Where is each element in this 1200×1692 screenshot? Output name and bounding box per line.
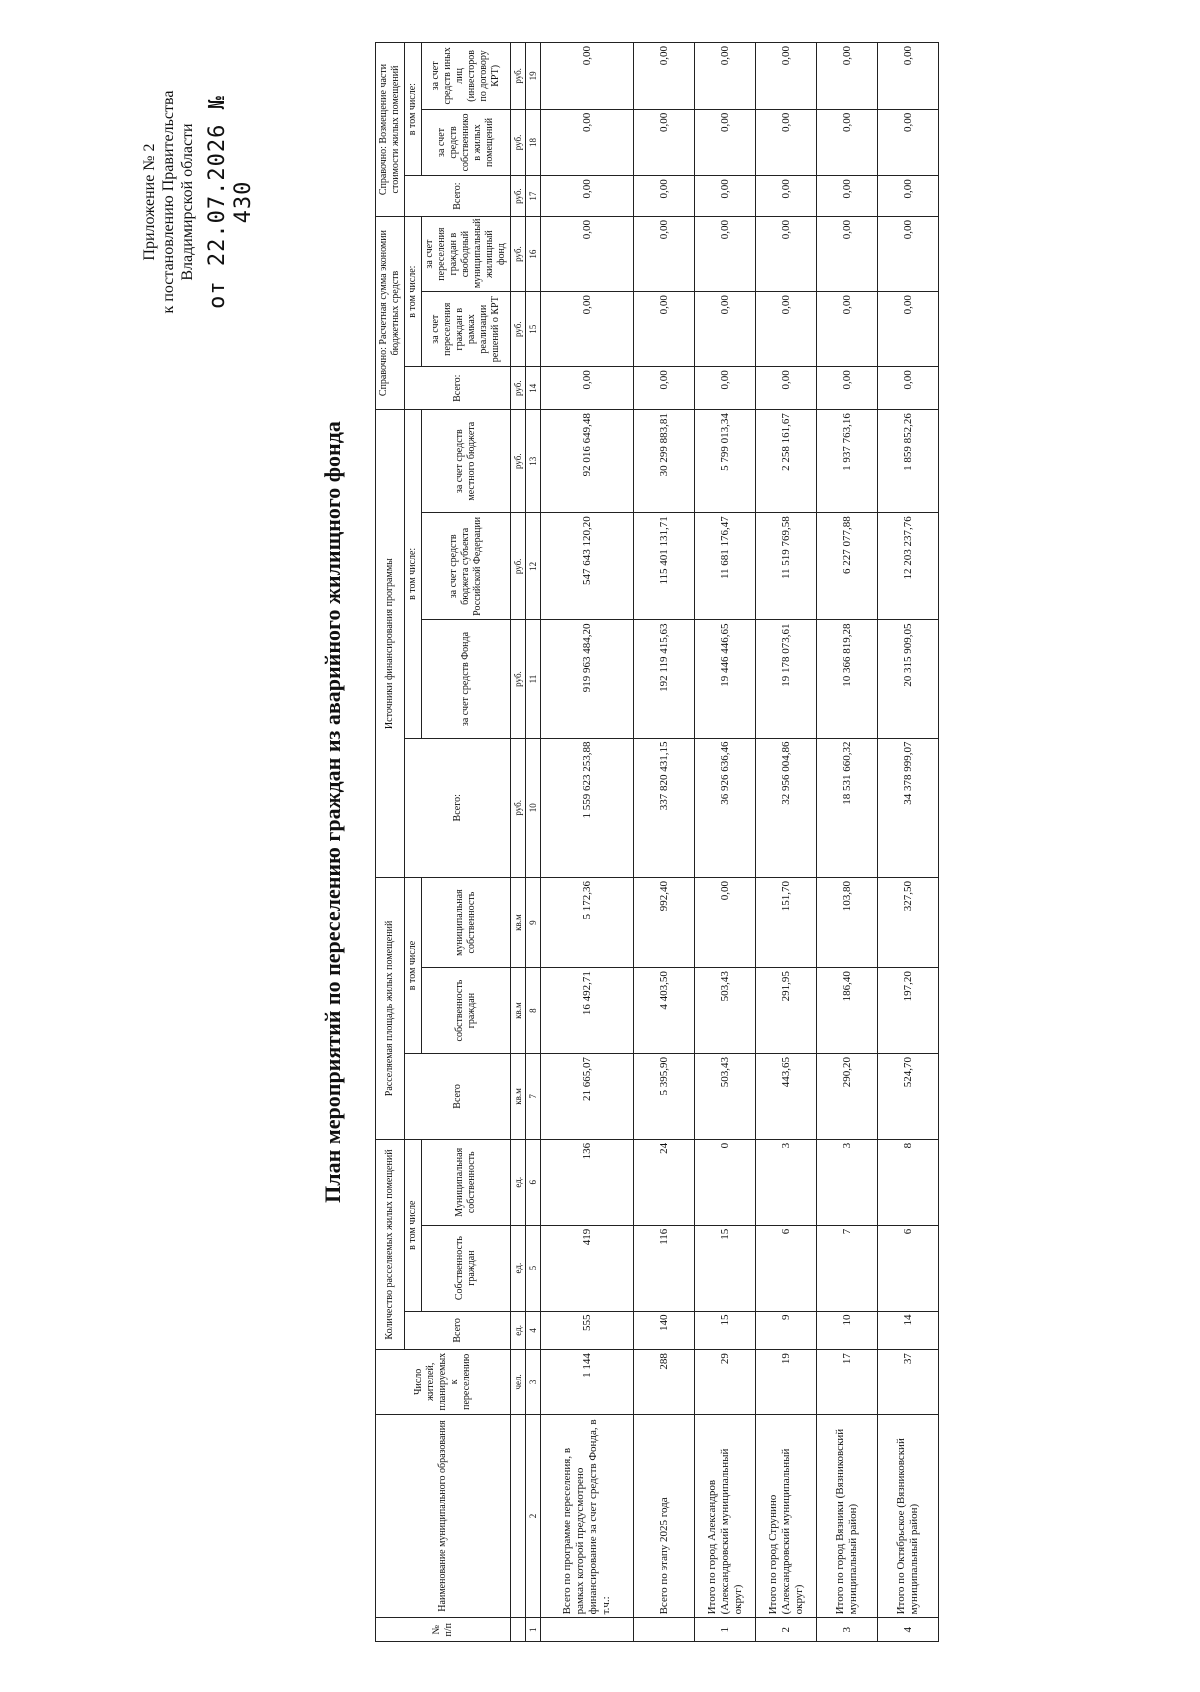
row-residents: 17 [817, 1350, 878, 1414]
row-fin-local: 1 937 763,16 [817, 410, 878, 513]
row-count-total: 9 [756, 1311, 817, 1350]
header-no: № п/п [376, 1618, 511, 1642]
index-cell: 17 [526, 176, 541, 217]
row-fin-region: 6 227 077,88 [817, 513, 878, 620]
row-area-total: 5 395,90 [634, 1054, 695, 1140]
table-row [817, 43, 878, 1642]
row-econ-free: 0,00 [541, 217, 634, 292]
row-count-owners: 419 [541, 1225, 634, 1311]
row-count-owners: 116 [634, 1225, 695, 1311]
row-area-municipal: 151,70 [756, 878, 817, 968]
index-cell: 11 [526, 620, 541, 738]
index-cell: 3 [526, 1350, 541, 1414]
row-name: Итого по город Александров (Александровский муниципальный округ) [695, 1414, 756, 1618]
header-name: Наименование муниципального образования [376, 1414, 511, 1618]
row-name: Итого по город Вязники (Вязниковский муниципальный район) [817, 1414, 878, 1618]
index-cell: 16 [526, 217, 541, 292]
unit-cell: руб. [511, 620, 526, 738]
unit-cell [511, 1618, 526, 1642]
header-municipal: Муниципальная собственность [422, 1139, 511, 1225]
row-fin-total: 34 378 999,07 [878, 738, 939, 878]
row-fin-local: 5 799 013,34 [695, 410, 756, 513]
document-title: План мероприятий по переселению граждан из аварийного жилищного фонда [320, 421, 345, 1203]
row-refund-other: 0,00 [756, 43, 817, 110]
row-area-owners: 291,95 [756, 968, 817, 1054]
unit-cell: руб. [511, 513, 526, 620]
row-refund-other: 0,00 [695, 43, 756, 110]
row-area-owners: 186,40 [817, 968, 878, 1054]
row-area-total: 443,65 [756, 1054, 817, 1140]
unit-cell: ед. [511, 1139, 526, 1225]
row-residents: 19 [756, 1350, 817, 1414]
header-residents: Число жителей, планируемых к переселению [376, 1350, 511, 1414]
row-refund-total: 0,00 [817, 176, 878, 217]
header-fin-incl: в том числе: [405, 410, 422, 738]
row-refund-other: 0,00 [541, 43, 634, 110]
row-refund-owners: 0,00 [878, 109, 939, 176]
header-econ-free: за счет переселения граждан в свободный муниципальный жилищный фонд [422, 217, 511, 292]
row-refund-owners: 0,00 [695, 109, 756, 176]
appendix-date: от 22.07.2026 № 430 [205, 95, 256, 309]
row-fin-local: 2 258 161,67 [756, 410, 817, 513]
header-municipal-area: муниципальная собственность [422, 878, 511, 968]
row-count-municipal: 3 [817, 1139, 878, 1225]
row-count-owners: 7 [817, 1225, 878, 1311]
row-fin-local: 1 859 852,26 [878, 410, 939, 513]
row-name: Всего по этапу 2025 года [634, 1414, 695, 1618]
row-refund-other: 0,00 [817, 43, 878, 110]
row-area-total: 524,70 [878, 1054, 939, 1140]
row-area-total: 290,20 [817, 1054, 878, 1140]
row-area-total: 21 665,07 [541, 1054, 634, 1140]
row-count-municipal: 3 [756, 1139, 817, 1225]
row-refund-owners: 0,00 [541, 109, 634, 176]
row-econ-total: 0,00 [695, 367, 756, 410]
row-fin-fund: 19 178 073,61 [756, 620, 817, 738]
row-area-owners: 16 492,71 [541, 968, 634, 1054]
unit-cell: руб. [511, 217, 526, 292]
row-fin-fund: 19 446 446,65 [695, 620, 756, 738]
row-econ-total: 0,00 [817, 367, 878, 410]
row-fin-region: 11 519 769,58 [756, 513, 817, 620]
row-residents: 1 144 [541, 1350, 634, 1414]
row-econ-krt: 0,00 [878, 292, 939, 367]
row-econ-free: 0,00 [695, 217, 756, 292]
index-cell: 10 [526, 738, 541, 878]
unit-cell: кв.м [511, 968, 526, 1054]
row-refund-total: 0,00 [634, 176, 695, 217]
unit-cell: ед. [511, 1225, 526, 1311]
row-count-municipal: 8 [878, 1139, 939, 1225]
index-cell: 2 [526, 1414, 541, 1618]
header-refund-total: Всего: [405, 176, 511, 217]
row-econ-krt: 0,00 [756, 292, 817, 367]
header-row-1 [376, 43, 405, 1642]
row-fin-region: 12 203 237,76 [878, 513, 939, 620]
header-fin-total: Всего: [405, 738, 511, 878]
row-no: 4 [878, 1618, 939, 1642]
row-fin-fund: 10 366 819,28 [817, 620, 878, 738]
row-econ-total: 0,00 [634, 367, 695, 410]
header-count-incl: в том числе [405, 1139, 422, 1311]
row-econ-krt: 0,00 [695, 292, 756, 367]
index-row [526, 43, 541, 1642]
row-count-total: 10 [817, 1311, 878, 1350]
row-no: 3 [817, 1618, 878, 1642]
row-econ-krt: 0,00 [541, 292, 634, 367]
table-row [756, 43, 817, 1642]
header-area-incl: в том числе [405, 878, 422, 1054]
header-econ-krt: за счет переселения граждан в рамках реализации решений о КРТ [422, 292, 511, 367]
table-row [541, 43, 634, 1642]
row-fin-fund: 919 963 484,20 [541, 620, 634, 738]
unit-cell: руб. [511, 367, 526, 410]
row-area-total: 503,43 [695, 1054, 756, 1140]
appendix-number: Приложение № 2 [141, 143, 158, 261]
row-count-total: 15 [695, 1311, 756, 1350]
row-fin-region: 547 643 120,20 [541, 513, 634, 620]
row-econ-free: 0,00 [817, 217, 878, 292]
unit-cell: кв.м [511, 878, 526, 968]
row-refund-total: 0,00 [695, 176, 756, 217]
header-area-total: Всего [405, 1054, 511, 1140]
plan-table [375, 42, 939, 1642]
row-econ-krt: 0,00 [634, 292, 695, 367]
row-area-municipal: 5 172,36 [541, 878, 634, 968]
unit-cell: руб. [511, 43, 526, 110]
row-count-total: 14 [878, 1311, 939, 1350]
unit-cell: чел. [511, 1350, 526, 1414]
row-count-municipal: 24 [634, 1139, 695, 1225]
header-local: за счет средств местного бюджета [422, 410, 511, 513]
row-no: 2 [756, 1618, 817, 1642]
appendix-region: Владимирской области [179, 123, 196, 281]
unit-cell: руб. [511, 292, 526, 367]
row-count-owners: 6 [756, 1225, 817, 1311]
row-refund-total: 0,00 [878, 176, 939, 217]
row-area-municipal: 103,80 [817, 878, 878, 968]
row-refund-owners: 0,00 [756, 109, 817, 176]
header-refund-owners: за счет средств собственнико в жилых помещений [422, 109, 511, 176]
index-cell: 15 [526, 292, 541, 367]
header-region: за счет средств бюджета субъекта Российской Федерации [422, 513, 511, 620]
row-fin-region: 11 681 176,47 [695, 513, 756, 620]
index-cell: 18 [526, 109, 541, 176]
row-fin-fund: 20 315 909,05 [878, 620, 939, 738]
header-count-group: Количество расселяемых жилых помещений [376, 1139, 405, 1349]
row-econ-total: 0,00 [756, 367, 817, 410]
header-count-total: Всего [405, 1311, 511, 1350]
row-name: Итого по город Струнино (Александровский муниципальный округ) [756, 1414, 817, 1618]
header-refund-incl: в том числе: [405, 43, 422, 176]
row-econ-free: 0,00 [634, 217, 695, 292]
row-fin-total: 18 531 660,32 [817, 738, 878, 878]
unit-cell: руб. [511, 109, 526, 176]
table-row [878, 43, 939, 1642]
row-econ-krt: 0,00 [817, 292, 878, 367]
row-econ-free: 0,00 [756, 217, 817, 292]
row-area-owners: 197,20 [878, 968, 939, 1054]
row-fin-region: 115 401 131,71 [634, 513, 695, 620]
appendix-block [140, 82, 257, 322]
row-name: Всего по программе переселения, в рамках которой предусмотрено финансирование за счет средств Фонда, в т.ч.: [541, 1414, 634, 1618]
header-econ-group: Справочно: Расчетная сумма экономии бюджетных средств [376, 217, 405, 410]
row-refund-owners: 0,00 [634, 109, 695, 176]
index-cell: 9 [526, 878, 541, 968]
header-econ-incl: в том числе: [405, 217, 422, 367]
row-residents: 29 [695, 1350, 756, 1414]
row-refund-owners: 0,00 [817, 109, 878, 176]
index-cell: 8 [526, 968, 541, 1054]
index-cell: 7 [526, 1054, 541, 1140]
index-cell: 1 [526, 1618, 541, 1642]
row-fin-local: 30 299 883,81 [634, 410, 695, 513]
unit-cell: руб. [511, 738, 526, 878]
header-owners-area: собственность граждан [422, 968, 511, 1054]
row-residents: 37 [878, 1350, 939, 1414]
row-fin-total: 32 956 004,86 [756, 738, 817, 878]
row-count-municipal: 136 [541, 1139, 634, 1225]
index-cell: 4 [526, 1311, 541, 1350]
header-fin-group: Источники финансирования программы [376, 410, 405, 878]
row-econ-total: 0,00 [878, 367, 939, 410]
row-refund-total: 0,00 [541, 176, 634, 217]
row-no [634, 1618, 695, 1642]
row-refund-total: 0,00 [756, 176, 817, 217]
row-refund-other: 0,00 [878, 43, 939, 110]
row-count-total: 140 [634, 1311, 695, 1350]
header-area-group: Расселяемая площадь жилых помещений [376, 878, 405, 1140]
row-fin-fund: 192 119 415,63 [634, 620, 695, 738]
row-area-municipal: 992,40 [634, 878, 695, 968]
header-econ-total: Всего: [405, 367, 511, 410]
row-econ-total: 0,00 [541, 367, 634, 410]
appendix-decree: к постановлению Правительства [160, 90, 177, 314]
header-owners: Собственность граждан [422, 1225, 511, 1311]
row-refund-other: 0,00 [634, 43, 695, 110]
row-count-municipal: 0 [695, 1139, 756, 1225]
row-fin-local: 92 016 649,48 [541, 410, 634, 513]
unit-cell: руб. [511, 410, 526, 513]
index-cell: 19 [526, 43, 541, 110]
header-fund: за счет средств Фонда [422, 620, 511, 738]
row-residents: 288 [634, 1350, 695, 1414]
row-count-owners: 15 [695, 1225, 756, 1311]
unit-cell [511, 1414, 526, 1618]
table-row [634, 43, 695, 1642]
index-cell: 6 [526, 1139, 541, 1225]
unit-cell: руб. [511, 176, 526, 217]
row-area-owners: 4 403,50 [634, 968, 695, 1054]
row-no [541, 1618, 634, 1642]
row-fin-total: 1 559 623 253,88 [541, 738, 634, 878]
row-area-municipal: 0,00 [695, 878, 756, 968]
row-count-total: 555 [541, 1311, 634, 1350]
table-row [695, 43, 756, 1642]
row-no: 1 [695, 1618, 756, 1642]
row-area-municipal: 327,50 [878, 878, 939, 968]
row-econ-free: 0,00 [878, 217, 939, 292]
unit-cell: кв.м [511, 1054, 526, 1140]
header-refund-group: Справочно: Возмещение части стоимости жилых помещений [376, 43, 405, 217]
row-fin-total: 337 820 431,15 [634, 738, 695, 878]
index-cell: 14 [526, 367, 541, 410]
header-refund-other: за счет средств иных лиц (инвесторов по договору КРТ) [422, 43, 511, 110]
row-area-owners: 503,43 [695, 968, 756, 1054]
row-fin-total: 36 926 636,46 [695, 738, 756, 878]
index-cell: 12 [526, 513, 541, 620]
units-row [511, 43, 526, 1642]
index-cell: 13 [526, 410, 541, 513]
index-cell: 5 [526, 1225, 541, 1311]
row-name: Итого по Октябрьское (Вязниковский муниципальный район) [878, 1414, 939, 1618]
unit-cell: ед. [511, 1311, 526, 1350]
row-count-owners: 6 [878, 1225, 939, 1311]
